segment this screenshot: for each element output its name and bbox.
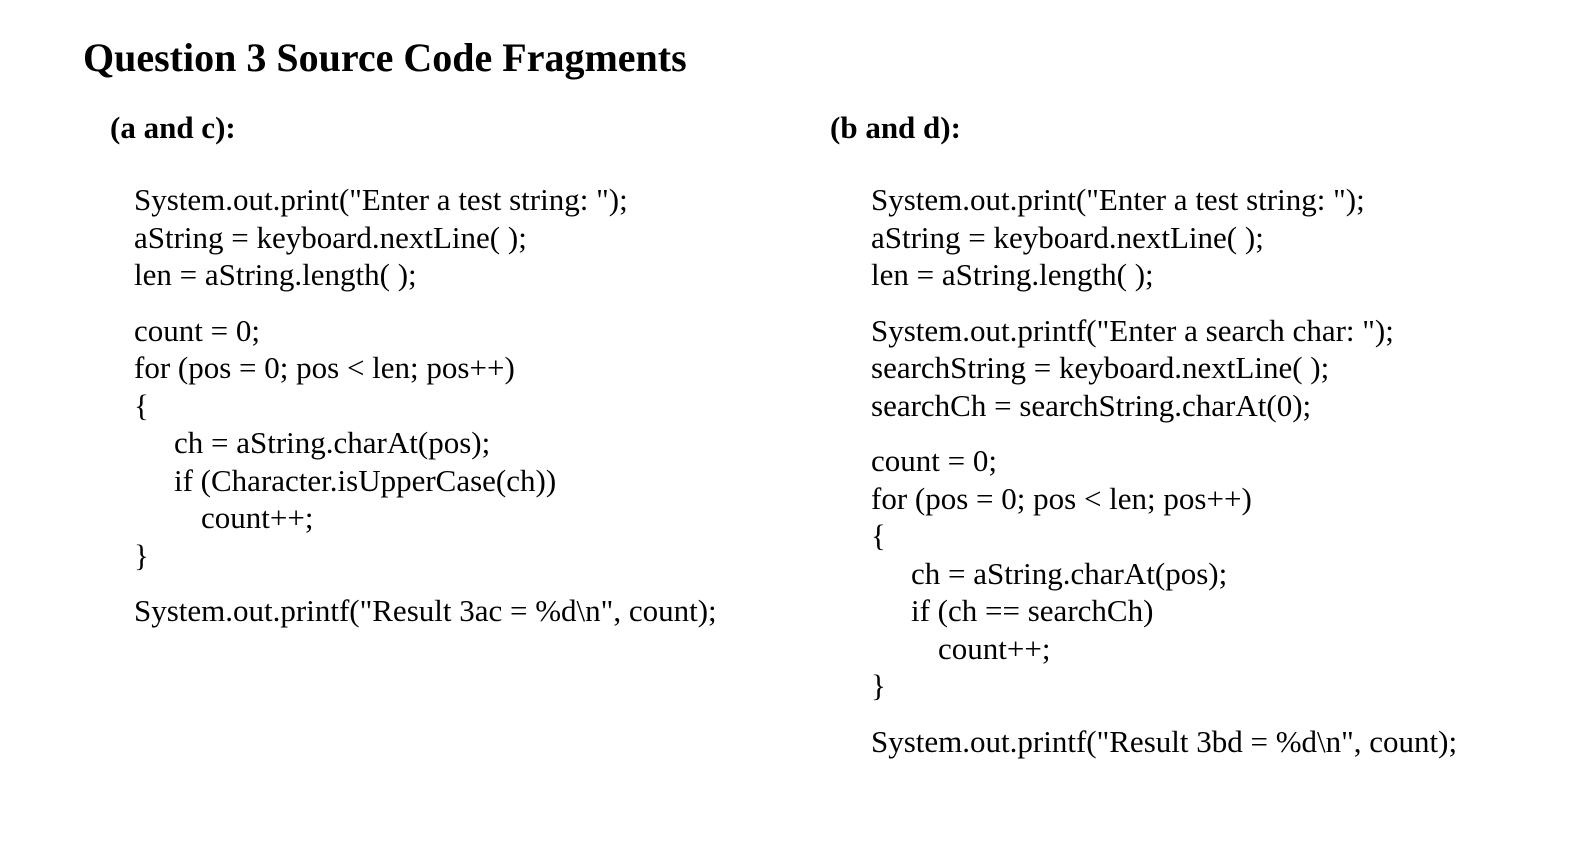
code-group-output (871, 723, 1457, 761)
code-line: { (871, 518, 886, 553)
code-line: len = aString.length( ); (871, 257, 1154, 292)
code-group-loop (871, 442, 1457, 705)
code-line: for (pos = 0; pos < len; pos++) (134, 350, 515, 385)
code-line: System.out.print("Enter a test string: "); (134, 182, 628, 217)
section-label-a-and-c: (a and c): (110, 110, 236, 145)
code-line: ch = aString.charAt(pos); (911, 555, 1228, 591)
code-fragment-a-and-c (134, 181, 717, 648)
code-line: count++; (201, 500, 314, 535)
code-line: if (Character.isUpperCase(ch)) (174, 462, 557, 498)
code-line: aString = keyboard.nextLine( ); (871, 219, 1264, 255)
code-line: { (134, 387, 149, 423)
code-line: } (134, 537, 149, 573)
code-group-loop (134, 312, 717, 575)
code-line: searchCh = searchString.charAt(0); (871, 387, 1312, 423)
code-line: } (871, 668, 886, 703)
code-line: count = 0; (871, 443, 997, 478)
code-group-input (134, 181, 717, 294)
code-line: System.out.printf("Result 3ac = %d\n", count); (134, 593, 717, 628)
code-line: System.out.printf("Enter a search char: "); (871, 312, 1394, 348)
code-group-input (871, 181, 1457, 294)
code-line: len = aString.length( ); (134, 257, 417, 292)
code-line: System.out.print("Enter a test string: "); (871, 182, 1365, 217)
code-line: if (ch == searchCh) (911, 593, 1154, 628)
code-line: ch = aString.charAt(pos); (174, 425, 491, 460)
code-fragment-b-and-d (871, 181, 1457, 778)
code-line: for (pos = 0; pos < len; pos++) (871, 480, 1252, 516)
code-line: count = 0; (134, 312, 260, 348)
code-line: aString = keyboard.nextLine( ); (134, 219, 527, 255)
code-line: count++; (938, 630, 1051, 666)
code-group-search-input (871, 312, 1457, 425)
code-line: System.out.printf("Result 3bd = %d\n", count); (871, 723, 1458, 759)
code-group-output (134, 592, 717, 630)
code-line: searchString = keyboard.nextLine( ); (871, 350, 1330, 385)
section-label-b-and-d: (b and d): (830, 110, 961, 145)
page-title: Question 3 Source Code Fragments (83, 35, 687, 80)
